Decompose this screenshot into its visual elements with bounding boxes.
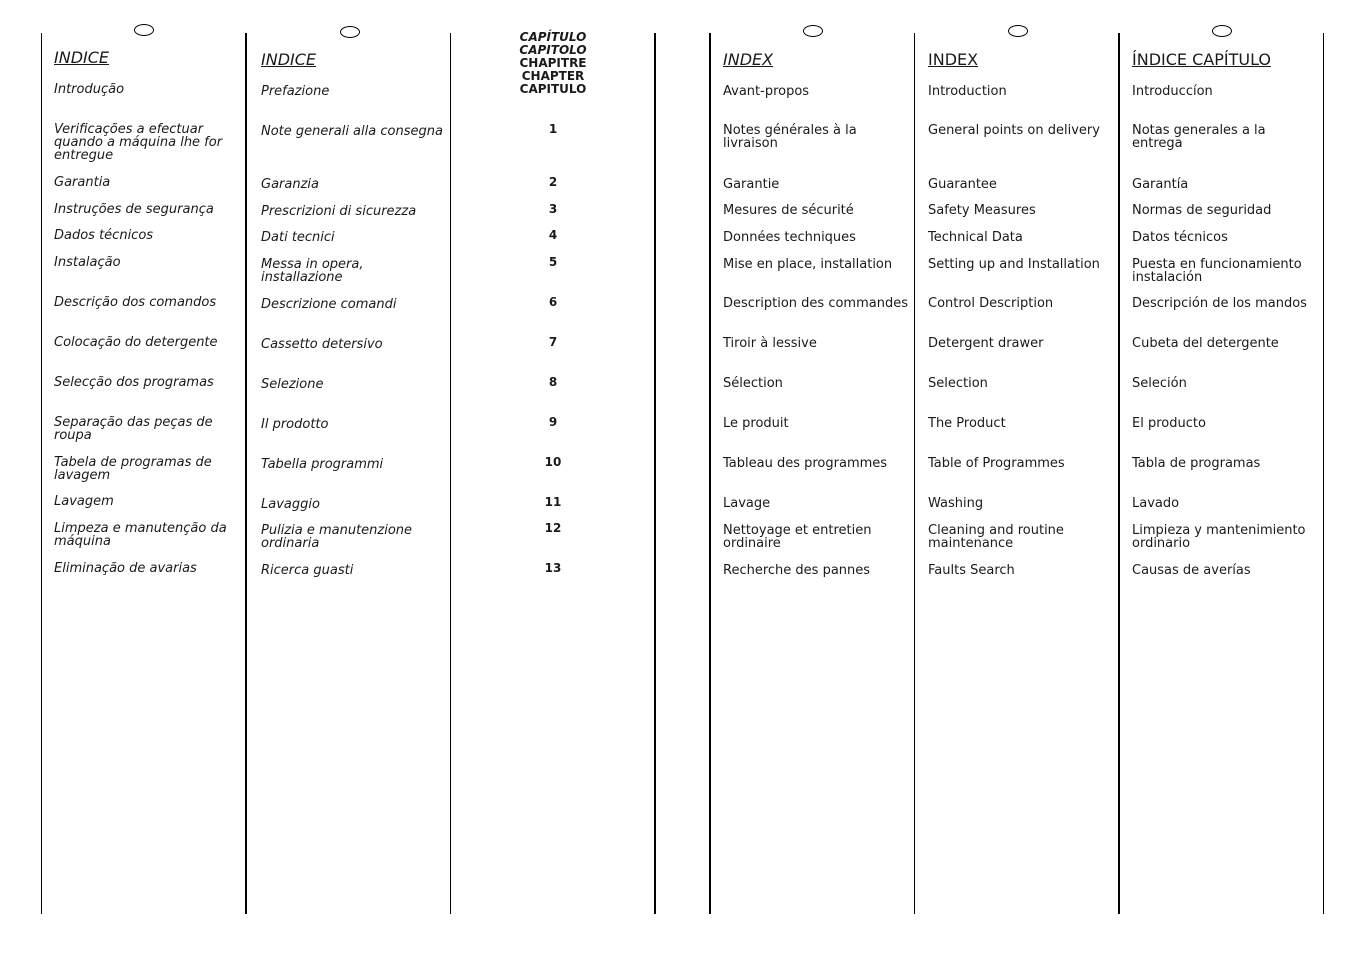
index-entry: Descrizione comandi	[261, 297, 397, 312]
language-oval-icon	[803, 25, 823, 37]
index-entry: Garantía	[1132, 177, 1189, 192]
index-entry: Eliminação de avarias	[54, 561, 197, 576]
index-entry: Causas de averías	[1132, 563, 1251, 578]
index-entry: Recherche des pannes	[723, 563, 871, 578]
index-title: INDEX	[723, 50, 774, 69]
index-title: INDICE	[261, 50, 317, 69]
index-entry: Avant-propos	[723, 84, 810, 99]
index-entry: Messa in opera, installazione	[261, 257, 364, 285]
index-entry: Garantie	[723, 177, 780, 192]
index-entry: Control Description	[928, 296, 1054, 311]
index-entry: Descripción de los mandos	[1132, 296, 1307, 311]
index-entry: Mesures de sécurité	[723, 203, 854, 218]
chapter-header	[513, 31, 593, 96]
index-entry: Lavage	[723, 496, 771, 511]
index-entry: Pulizia e manutenzione ordinaria	[261, 523, 413, 551]
index-entry: Setting up and Installation	[928, 257, 1100, 272]
index-entry: Cubeta del detergente	[1132, 336, 1279, 351]
column-divider	[654, 33, 656, 914]
chapter-number: 5	[548, 255, 558, 269]
index-entry: Tabela de programas de lavagem	[54, 455, 212, 483]
chapter-number: 13	[544, 561, 562, 575]
index-entry: Limpieza y mantenimiento ordinario	[1132, 523, 1306, 551]
index-entry: Description des commandes	[723, 296, 908, 311]
index-entry: Descrição dos comandos	[54, 295, 217, 310]
index-entry: Puesta en funcionamiento instalación	[1132, 257, 1302, 285]
index-entry: The Product	[928, 416, 1006, 431]
chapter-number: 1	[548, 122, 558, 136]
index-entry: Instalação	[54, 255, 121, 270]
index-entry: Selecção dos programas	[54, 375, 214, 390]
column-divider	[709, 33, 711, 914]
index-entry: Nettoyage et entretien ordinaire	[723, 523, 872, 551]
index-entry: Ricerca guasti	[261, 563, 354, 578]
index-entry: Selezione	[261, 377, 324, 392]
language-oval-icon	[134, 24, 154, 36]
index-entry: Selection	[928, 376, 988, 391]
column-divider	[245, 33, 247, 914]
index-entry: Garanzia	[261, 177, 319, 192]
chapter-number: 2	[548, 175, 558, 189]
chapter-header-line: CHAPITRE	[519, 56, 587, 70]
column-divider	[41, 33, 42, 914]
index-entry: Faults Search	[928, 563, 1015, 578]
index-entry: Safety Measures	[928, 203, 1036, 218]
index-entry: Normas de seguridad	[1132, 203, 1272, 218]
index-entry: Tabla de programas	[1132, 456, 1261, 471]
index-entry: Note generali alla consegna	[261, 124, 443, 139]
index-entry: Verificações a efectuar quando a máquina lhe for entregue	[54, 122, 223, 163]
index-entry: Introduction	[928, 84, 1007, 99]
chapter-header-line: CHAPTER	[521, 69, 585, 83]
index-entry: Technical Data	[928, 230, 1023, 245]
index-entry: Washing	[928, 496, 984, 511]
index-entry: General points on delivery	[928, 123, 1100, 138]
index-entry: Tableau des programmes	[723, 456, 888, 471]
index-entry: Cassetto detersivo	[261, 337, 383, 352]
index-entry: Datos técnicos	[1132, 230, 1228, 245]
chapter-header-line: CAPITOLO	[519, 43, 587, 57]
column-divider	[1323, 33, 1324, 914]
index-entry: Dados técnicos	[54, 228, 154, 243]
index-entry: Introduccíon	[1132, 84, 1213, 99]
chapter-number: 11	[544, 495, 562, 509]
column-divider	[914, 33, 915, 914]
index-entry: Instruções de segurança	[54, 202, 214, 217]
index-title: INDICE	[54, 48, 110, 67]
language-oval-icon	[1008, 25, 1028, 37]
index-entry: Limpeza e manutenção da máquina	[54, 521, 227, 549]
index-entry: Guarantee	[928, 177, 997, 192]
index-entry: Données techniques	[723, 230, 856, 245]
index-entry: Le produit	[723, 416, 789, 431]
index-entry: Cleaning and routine maintenance	[928, 523, 1064, 551]
index-entry: Dati tecnici	[261, 230, 335, 245]
language-oval-icon	[1212, 25, 1232, 37]
index-title: INDEX	[928, 50, 979, 69]
index-entry: Sélection	[723, 376, 783, 391]
index-entry: Lavado	[1132, 496, 1180, 511]
chapter-number: 3	[548, 202, 558, 216]
language-oval-icon	[340, 26, 360, 38]
chapter-number: 10	[544, 455, 562, 469]
index-entry: Colocação do detergente	[54, 335, 218, 350]
chapter-number: 6	[548, 295, 558, 309]
index-entry: Introdução	[54, 82, 125, 97]
index-entry: Prescrizioni di sicurezza	[261, 204, 417, 219]
column-divider	[450, 33, 451, 914]
chapter-number: 8	[548, 375, 558, 389]
chapter-header-line: CAPITULO	[519, 82, 587, 96]
chapter-number: 7	[548, 335, 558, 349]
index-entry: Tiroir à lessive	[723, 336, 817, 351]
chapter-number: 4	[548, 228, 558, 242]
index-entry: El producto	[1132, 416, 1206, 431]
column-divider	[1118, 33, 1120, 914]
chapter-header-line: CAPÍTULO	[519, 30, 587, 44]
index-entry: Tabella programmi	[261, 457, 384, 472]
index-entry: Garantia	[54, 175, 111, 190]
index-entry: Mise en place, installation	[723, 257, 893, 272]
index-entry: Lavagem	[54, 494, 114, 509]
chapter-number: 12	[544, 521, 562, 535]
index-entry: Notas generales a la entrega	[1132, 123, 1266, 151]
index-title: ÍNDICE CAPÍTULO	[1132, 50, 1271, 69]
index-entry: Prefazione	[261, 84, 330, 99]
chapter-number: 9	[548, 415, 558, 429]
index-entry: Separação das peças de roupa	[54, 415, 213, 443]
index-entry: Table of Programmes	[928, 456, 1065, 471]
index-entry: Il prodotto	[261, 417, 329, 432]
index-entry: Detergent drawer	[928, 336, 1044, 351]
index-entry: Lavaggio	[261, 497, 320, 512]
index-entry: Notes générales à la livraison	[723, 123, 857, 151]
index-entry: Seleción	[1132, 376, 1187, 391]
